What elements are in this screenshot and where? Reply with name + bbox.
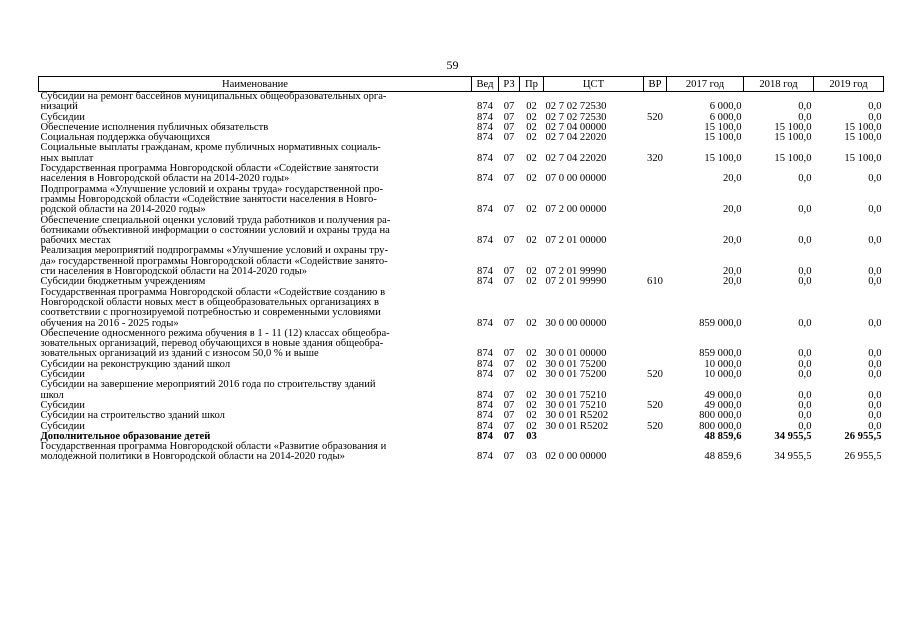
row-name-line: населения в Новгородской области на 2014-2020 годы» bbox=[40, 173, 290, 185]
row-name-line: соответствии с прогнозируемой потребностью и современными условиями bbox=[40, 307, 381, 319]
row-pr-cell: 02 bbox=[526, 317, 537, 329]
row-rz-cell: 07 bbox=[503, 358, 515, 370]
row-vr-cell: 320 bbox=[647, 152, 663, 164]
row-name-line: Обеспечение специальной оценки условий труда работников и получения ра- bbox=[40, 214, 391, 226]
row-cst-cell: 02 7 02 72530 bbox=[545, 101, 607, 113]
row-rz-cell: 07 bbox=[503, 451, 515, 463]
row-name-line: Субсидии на ремонт бассейнов муниципальных общеобразовательных орга- bbox=[40, 91, 387, 102]
table-row bbox=[39, 216, 884, 247]
row-name-line: зовательных организаций, перевод обучающихся в новые здания общеобра- bbox=[40, 338, 384, 350]
header-ved: Вед bbox=[472, 77, 499, 92]
table-row bbox=[39, 143, 884, 164]
row-2018-cell: 0,0 bbox=[798, 235, 812, 247]
budget-table bbox=[38, 76, 884, 463]
row-2019-cell: 0,0 bbox=[868, 348, 882, 360]
row-vr-cell: 520 bbox=[647, 399, 663, 411]
row-name-line: низаций bbox=[40, 101, 78, 113]
row-name-line: Подпрограмма «Улучшение условий и охраны труда» государственной про- bbox=[40, 183, 384, 195]
row-cst-cell: 30 0 01 R5202 bbox=[545, 420, 609, 432]
table-row bbox=[39, 246, 884, 277]
row-pr-cell: 03 bbox=[526, 430, 537, 442]
row-2017-cell: 20,0 bbox=[722, 204, 742, 216]
row-ved-cell: 874 bbox=[477, 410, 493, 422]
row-cst-cell: 07 0 00 00000 bbox=[545, 173, 607, 185]
row-name-line: граммы Новгородской области «Содействие занятости населения в Новго- bbox=[40, 193, 377, 205]
row-rz-cell: 07 bbox=[503, 101, 515, 113]
row-2017-cell: 49 000,0 bbox=[704, 399, 742, 411]
row-cst-cell: 30 0 01 00000 bbox=[545, 348, 607, 360]
row-2017-cell: 6 000,0 bbox=[709, 111, 742, 123]
row-rz-cell: 07 bbox=[503, 152, 515, 164]
header-2019: 2019 год bbox=[814, 77, 884, 92]
row-vr-cell bbox=[644, 133, 667, 143]
row-2017-cell: 859 000,0 bbox=[699, 317, 742, 329]
row-name-line: Социальная поддержка обучающихся bbox=[40, 132, 211, 144]
row-2018-cell: 34 955,5 bbox=[774, 430, 812, 442]
row-name-cell bbox=[39, 329, 472, 360]
row-ved-cell: 874 bbox=[477, 152, 493, 164]
row-name-cell bbox=[39, 185, 472, 216]
row-2018-cell: 0,0 bbox=[798, 348, 812, 360]
row-name-line: Субсидии на реконструкцию зданий школ bbox=[40, 358, 231, 370]
row-ved-cell: 874 bbox=[477, 317, 493, 329]
row-2019-cell: 0,0 bbox=[868, 358, 882, 370]
row-cst-cell: 02 7 02 72530 bbox=[545, 111, 607, 123]
row-2017-cell: 800 000,0 bbox=[699, 420, 742, 432]
row-rz-cell: 07 bbox=[503, 348, 515, 360]
row-cst-cell: 30 0 01 75210 bbox=[545, 399, 607, 411]
row-2018-cell: 15 100,0 bbox=[774, 132, 812, 144]
row-2019-cell: 0,0 bbox=[868, 369, 882, 381]
row-name-line: молодежной политики в Новгородской области на 2014-2020 годы» bbox=[40, 451, 345, 463]
row-rz-cell: 07 bbox=[503, 389, 515, 401]
row-name-line: школ bbox=[40, 389, 64, 401]
row-pr-cell: 02 bbox=[526, 399, 537, 411]
row-2017-cell: 6 000,0 bbox=[709, 101, 742, 113]
row-name-line: Субсидии бюджетным учреждениям bbox=[40, 276, 206, 288]
row-2019-cell: 0,0 bbox=[868, 111, 882, 123]
row-name-line: Обеспечение исполнения публичных обязательств bbox=[40, 121, 269, 133]
row-cst-cell: 30 0 01 R5202 bbox=[545, 410, 609, 422]
row-vr-cell: 520 bbox=[647, 111, 663, 123]
row-name-line: Социальные выплаты гражданам, кроме публичных нормативных социаль- bbox=[40, 142, 381, 154]
row-cst-cell bbox=[544, 432, 644, 442]
row-2019-cell: 0,0 bbox=[868, 266, 882, 278]
row-2018-cell: 0,0 bbox=[798, 369, 812, 381]
row-ved-cell: 874 bbox=[477, 276, 493, 288]
row-cst-cell: 02 7 04 22020 bbox=[545, 132, 607, 144]
row-vr-cell bbox=[644, 380, 667, 401]
row-2017-cell: 20,0 bbox=[722, 173, 742, 185]
row-2019-cell: 0,0 bbox=[868, 101, 882, 113]
row-cst-cell: 07 2 01 99990 bbox=[545, 266, 607, 278]
row-name-cell bbox=[39, 92, 472, 113]
table-row bbox=[39, 288, 884, 329]
row-cst-cell: 02 0 00 00000 bbox=[545, 451, 607, 463]
row-2017-cell: 20,0 bbox=[722, 276, 742, 288]
row-vr-cell bbox=[644, 246, 667, 277]
row-vr-cell bbox=[644, 216, 667, 247]
row-cst-cell: 30 0 01 75210 bbox=[545, 389, 607, 401]
row-ved-cell: 874 bbox=[477, 420, 493, 432]
row-pr-cell: 02 bbox=[526, 358, 537, 370]
row-name-line: рабочих местах bbox=[40, 235, 111, 247]
row-2019-cell: 15 100,0 bbox=[844, 121, 882, 133]
row-rz-cell: 07 bbox=[503, 369, 515, 381]
row-ved-cell: 874 bbox=[477, 451, 493, 463]
row-2017-cell: 49 000,0 bbox=[704, 389, 742, 401]
row-name-line: Государственная программа Новгородской области «Содействие созданию в bbox=[40, 286, 386, 298]
row-cst-cell: 02 7 04 00000 bbox=[545, 121, 607, 133]
row-name-cell bbox=[39, 380, 472, 401]
row-name-line: обучения на 2016 - 2025 годы» bbox=[40, 317, 179, 329]
row-pr-cell: 02 bbox=[526, 101, 537, 113]
row-pr-cell: 02 bbox=[526, 173, 537, 185]
row-rz-cell: 07 bbox=[503, 204, 515, 216]
row-2019-cell: 0,0 bbox=[868, 410, 882, 422]
header-name: Наименование bbox=[39, 77, 472, 92]
row-rz-cell: 07 bbox=[503, 430, 515, 442]
page-number: 59 bbox=[446, 58, 459, 72]
row-2017-cell: 10 000,0 bbox=[704, 369, 742, 381]
row-cst-cell: 30 0 00 00000 bbox=[545, 317, 607, 329]
row-pr-cell: 02 bbox=[526, 266, 537, 278]
row-2018-cell: 0,0 bbox=[798, 399, 812, 411]
table-row bbox=[39, 411, 884, 421]
row-2019-cell: 15 100,0 bbox=[844, 152, 882, 164]
row-name-cell bbox=[39, 143, 472, 164]
row-2019-cell: 0,0 bbox=[868, 276, 882, 288]
row-name-line: Дополнительное образование детей bbox=[40, 430, 211, 442]
row-pr-cell: 02 bbox=[526, 276, 537, 288]
row-2018-cell: 0,0 bbox=[798, 317, 812, 329]
row-2017-cell: 20,0 bbox=[722, 266, 742, 278]
row-rz-cell: 07 bbox=[503, 266, 515, 278]
row-name-line: Субсидии на завершение мероприятий 2016 года по строительству зданий bbox=[40, 379, 376, 391]
table-row bbox=[39, 329, 884, 360]
row-2017-cell: 20,0 bbox=[722, 235, 742, 247]
row-rz-cell: 07 bbox=[503, 399, 515, 411]
row-2019-cell: 0,0 bbox=[868, 235, 882, 247]
row-ved-cell: 874 bbox=[477, 399, 493, 411]
row-pr-cell: 02 bbox=[526, 348, 537, 360]
row-pr-cell: 02 bbox=[526, 420, 537, 432]
row-rz-cell: 07 bbox=[503, 121, 515, 133]
row-rz-cell: 07 bbox=[503, 111, 515, 123]
row-vr-cell bbox=[644, 432, 667, 442]
row-cst-cell: 07 2 01 99990 bbox=[545, 276, 607, 288]
row-name-line: Субсидии bbox=[40, 399, 85, 411]
row-2018-cell: 0,0 bbox=[798, 173, 812, 185]
row-name-line: родской области на 2014-2020 годы» bbox=[40, 204, 206, 216]
table-body bbox=[39, 92, 884, 463]
row-2017-cell: 48 859,6 bbox=[704, 430, 742, 442]
row-ved-cell: 874 bbox=[477, 235, 493, 247]
row-2019-cell: 15 100,0 bbox=[844, 132, 882, 144]
row-2018-cell: 15 100,0 bbox=[774, 152, 812, 164]
header-vr: ВР bbox=[644, 77, 667, 92]
row-2019-cell: 0,0 bbox=[868, 317, 882, 329]
row-ved-cell: 874 bbox=[477, 266, 493, 278]
row-pr-cell: 02 bbox=[526, 204, 537, 216]
row-pr-cell: 03 bbox=[526, 451, 537, 463]
table-row bbox=[39, 164, 884, 185]
row-cst-cell: 02 7 04 22020 bbox=[545, 152, 607, 164]
header-rz: РЗ bbox=[499, 77, 520, 92]
row-name-cell bbox=[39, 288, 472, 329]
row-cst-cell: 30 0 01 75200 bbox=[545, 369, 607, 381]
row-rz-cell: 07 bbox=[503, 276, 515, 288]
header-cst: ЦСТ bbox=[544, 77, 644, 92]
row-2018-cell: 0,0 bbox=[798, 276, 812, 288]
table-row bbox=[39, 442, 884, 463]
row-name-line: зовательных организаций из зданий с износом 50,0 % и выше bbox=[40, 348, 319, 360]
row-rz-cell: 07 bbox=[503, 235, 515, 247]
row-vr-cell bbox=[644, 185, 667, 216]
row-2018-cell: 0,0 bbox=[798, 101, 812, 113]
row-pr-cell: 02 bbox=[526, 121, 537, 133]
row-2018-cell: 0,0 bbox=[798, 389, 812, 401]
row-pr-cell: 02 bbox=[526, 111, 537, 123]
row-ved-cell: 874 bbox=[477, 173, 493, 185]
row-2018-cell: 15 100,0 bbox=[774, 121, 812, 133]
row-name-line: Субсидии bbox=[40, 111, 85, 123]
row-name-line: Субсидии на строительство зданий школ bbox=[40, 410, 225, 422]
row-2018-cell: 0,0 bbox=[798, 420, 812, 432]
row-cst-cell: 07 2 01 00000 bbox=[545, 235, 607, 247]
row-name-line: Субсидии bbox=[40, 369, 85, 381]
row-vr-cell: 520 bbox=[647, 369, 663, 381]
row-name-line: Новгородской области новых мест в общеобразовательных организациях в bbox=[40, 296, 379, 308]
table-row bbox=[39, 92, 884, 113]
row-2017-cell: 10 000,0 bbox=[704, 358, 742, 370]
row-2017-cell: 48 859,6 bbox=[704, 451, 742, 463]
row-rz-cell: 07 bbox=[503, 420, 515, 432]
row-ved-cell: 874 bbox=[477, 111, 493, 123]
row-2017-cell: 15 100,0 bbox=[704, 121, 742, 133]
row-rz-cell: 07 bbox=[503, 173, 515, 185]
row-cst-cell: 07 2 00 00000 bbox=[545, 204, 607, 216]
row-pr-cell: 02 bbox=[526, 410, 537, 422]
row-2018-cell: 0,0 bbox=[798, 410, 812, 422]
row-name-line: ботниками объективной информации о состоянии условий и охраны труда на bbox=[40, 224, 390, 236]
row-name-cell bbox=[39, 360, 472, 370]
table-row bbox=[39, 380, 884, 401]
table-header-row bbox=[39, 77, 884, 92]
row-ved-cell: 874 bbox=[477, 430, 493, 442]
row-name-line: Государственная программа Новгородской области «Развитие образования и bbox=[40, 441, 387, 453]
row-vr-cell: 520 bbox=[647, 420, 663, 432]
row-2018-cell: 0,0 bbox=[798, 358, 812, 370]
row-name-cell bbox=[39, 246, 472, 277]
row-2018-cell: 0,0 bbox=[798, 111, 812, 123]
row-pr-cell: 02 bbox=[526, 235, 537, 247]
row-name-cell bbox=[39, 164, 472, 185]
row-2019-cell: 0,0 bbox=[868, 420, 882, 432]
row-2018-cell: 34 955,5 bbox=[774, 451, 812, 463]
row-name-line: Реализация мероприятий подпрограммы «Улучшение условий и охраны тру- bbox=[40, 245, 388, 257]
row-name-line: да» государственной программы Новгородской области «Содействие занято- bbox=[40, 255, 388, 267]
row-2017-cell: 15 100,0 bbox=[704, 132, 742, 144]
row-name-line: Субсидии bbox=[40, 420, 85, 432]
header-2017: 2017 год bbox=[667, 77, 744, 92]
row-ved-cell: 874 bbox=[477, 121, 493, 133]
row-2017-cell: 15 100,0 bbox=[704, 152, 742, 164]
row-ved-cell: 874 bbox=[477, 101, 493, 113]
row-vr-cell bbox=[644, 164, 667, 185]
row-vr-cell bbox=[644, 123, 667, 133]
row-pr-cell: 02 bbox=[526, 389, 537, 401]
row-2018-cell: 0,0 bbox=[798, 266, 812, 278]
row-vr-cell bbox=[644, 329, 667, 360]
row-vr-cell bbox=[644, 92, 667, 113]
row-pr-cell: 02 bbox=[526, 152, 537, 164]
row-pr-cell: 02 bbox=[526, 132, 537, 144]
row-ved-cell: 874 bbox=[477, 348, 493, 360]
row-2019-cell: 0,0 bbox=[868, 389, 882, 401]
row-vr-cell: 610 bbox=[647, 276, 663, 288]
row-pr-cell: 02 bbox=[526, 369, 537, 381]
table-row bbox=[39, 185, 884, 216]
row-name-cell bbox=[39, 442, 472, 463]
row-ved-cell: 874 bbox=[477, 369, 493, 381]
header-pr: Пр bbox=[520, 77, 544, 92]
row-2019-cell: 26 955,5 bbox=[844, 430, 882, 442]
row-ved-cell: 874 bbox=[477, 132, 493, 144]
row-name-line: ных выплат bbox=[40, 152, 94, 164]
row-cst-cell: 30 0 01 75200 bbox=[545, 358, 607, 370]
row-2019-cell: 26 955,5 bbox=[844, 451, 882, 463]
row-vr-cell bbox=[644, 442, 667, 463]
row-ved-cell: 874 bbox=[477, 389, 493, 401]
row-name-cell bbox=[39, 411, 472, 421]
row-name-cell bbox=[39, 216, 472, 247]
row-ved-cell: 874 bbox=[477, 358, 493, 370]
row-vr-cell bbox=[644, 288, 667, 329]
row-name-line: Государственная программа Новгородской области «Содействие занятости bbox=[40, 163, 379, 175]
row-vr-cell bbox=[644, 411, 667, 421]
row-2017-cell: 800 000,0 bbox=[699, 410, 742, 422]
table-row bbox=[39, 360, 884, 370]
row-2018-cell: 0,0 bbox=[798, 204, 812, 216]
header-2018: 2018 год bbox=[744, 77, 814, 92]
row-rz-cell: 07 bbox=[503, 410, 515, 422]
row-name-line: сти населения в Новгородской области на 2014-2020 годы» bbox=[40, 266, 307, 278]
row-name-line: Обеспечение односменного режима обучения в 1 - 11 (12) классах общеобра- bbox=[40, 327, 390, 339]
row-rz-cell: 07 bbox=[503, 317, 515, 329]
row-rz-cell: 07 bbox=[503, 132, 515, 144]
row-2019-cell: 0,0 bbox=[868, 204, 882, 216]
row-2019-cell: 0,0 bbox=[868, 399, 882, 411]
row-2017-cell: 859 000,0 bbox=[699, 348, 742, 360]
row-2019-cell: 0,0 bbox=[868, 173, 882, 185]
row-ved-cell: 874 bbox=[477, 204, 493, 216]
